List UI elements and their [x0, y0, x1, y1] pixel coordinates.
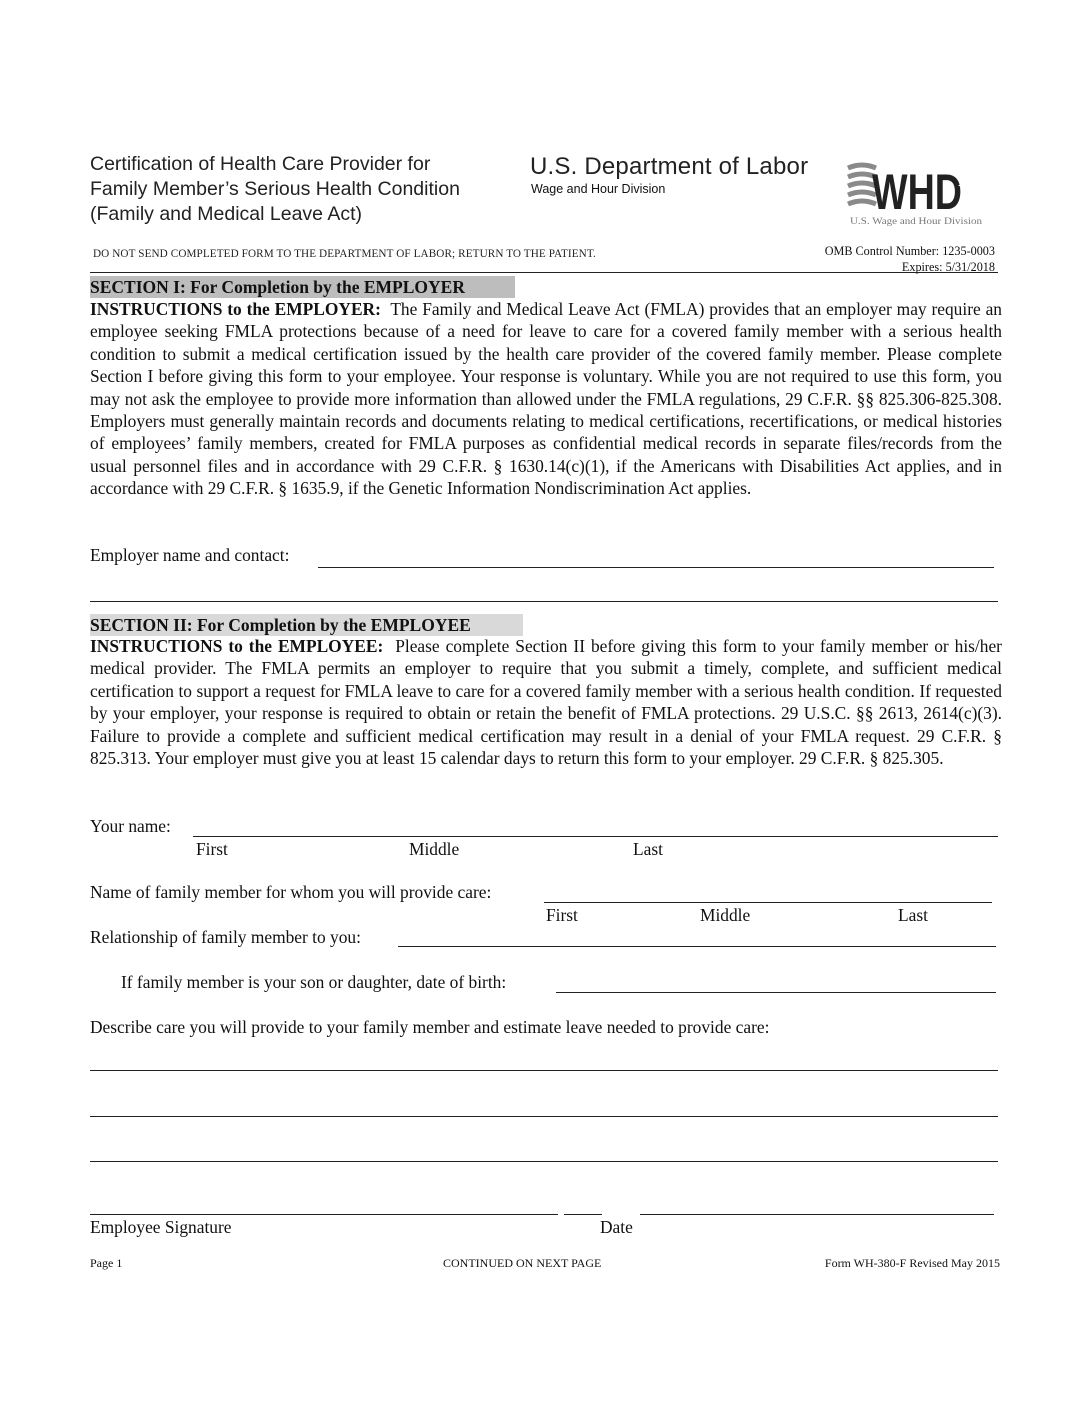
relationship-field[interactable] [398, 946, 996, 947]
signature-date-separator [564, 1214, 602, 1215]
omb-expiration: Expires: 5/31/2018 [901, 260, 995, 274]
employer-contact-field[interactable] [90, 601, 998, 602]
form-identifier: Form WH-380-F Revised May 2015 [824, 1256, 1000, 1270]
section-2-heading: SECTION II: For Completion by the EMPLOYEE [90, 614, 523, 636]
your-name-last-caption: Last [633, 839, 663, 859]
section-2-instructions-body: Please complete Section II before giving this form to your family member or his/her medical provider. The FMLA permits an employer to require that you submit a timely, complete, and sufficient medical certification to support a request for FMLA leave to care for a covered family member with a serious health condition. If requested by your employer, your response is required to obtain or retain the benefit of FMLA protections. 29 U.S.C. §§ 2613, 2614(c)(3). Failure to provide a complete and sufficient medical certification may result in a denial of your FMLA request. 29 C.F.R. § 825.313. Your employer must give you at least 15 calendar days to return this form to your employer. 29 C.F.R. § 825.305. [90, 636, 1002, 769]
page-number: Page 1 [90, 1256, 123, 1270]
form-title-line2: Family Member’s Serious Health Condition [90, 178, 460, 200]
your-name-field[interactable] [193, 836, 998, 837]
family-member-last-caption: Last [898, 905, 928, 925]
describe-care-line-2[interactable] [90, 1116, 998, 1117]
section-1-instructions-body: The Family and Medical Leave Act (FMLA) provides that an employer may require an employee seeking FMLA protections because of a need for leave to care for a covered family member with a serious health condition to submit a medical certification issued by the health care provider of the covered family member. Please complete Section I before giving this form to your employee. Your response is voluntary. While you are not required to use this form, you may not ask the employee to provide more information than allowed under the FMLA regulations, 29 C.F.R. §§ 825.306-825.308. Employers must generally maintain records and documents relating to medical certifications, recertifications, or medical histories of employees’ family members, created for FMLA purposes as confidential medical records in separate files/records from the usual personnel files and in accordance with 29 C.F.R. § 1630.14(c)(1), if the Americans with Disabilities Act applies, and in accordance with 29 C.F.R. § 1635.9, if the Genetic Information Nondiscrimination Act applies. [90, 299, 1002, 499]
whd-logo-graphic [846, 160, 986, 228]
signature-date-field[interactable] [640, 1214, 994, 1215]
family-member-name-field[interactable] [544, 902, 992, 903]
relationship-label: Relationship of family member to you: [90, 927, 361, 947]
describe-care-line-1[interactable] [90, 1070, 998, 1071]
describe-care-label: Describe care you will provide to your family member and estimate leave needed to provide care: [90, 1017, 770, 1037]
employee-signature-field[interactable] [90, 1214, 558, 1215]
omb-control-number: OMB Control Number: 1235-0003 [824, 244, 995, 258]
family-member-name-label: Name of family member for whom you will provide care: [90, 882, 492, 902]
your-name-label: Your name: [90, 816, 171, 836]
header-divider [90, 272, 998, 273]
form-title-line1: Certification of Health Care Provider for [90, 153, 431, 175]
section-2-instructions [90, 635, 1002, 769]
omb-info [825, 243, 995, 275]
your-name-middle-caption: Middle [409, 839, 460, 859]
form-title-line3: (Family and Medical Leave Act) [90, 203, 363, 225]
whd-logo [846, 160, 986, 228]
employee-signature-label: Employee Signature [90, 1217, 232, 1237]
date-of-birth-label: If family member is your son or daughter, date of birth: [121, 972, 507, 992]
department-name: U.S. Department of Labor [530, 153, 809, 180]
continued-notice: CONTINUED ON NEXT PAGE [443, 1256, 602, 1270]
section-1-heading: SECTION I: For Completion by the EMPLOYER [90, 276, 515, 298]
section-2-instructions-lead: INSTRUCTIONS to the EMPLOYEE: [90, 636, 384, 656]
logo-caption: U.S. Wage and Hour Division [850, 217, 983, 227]
describe-care-line-3[interactable] [90, 1161, 998, 1162]
family-member-middle-caption: Middle [700, 905, 751, 925]
family-member-first-caption: First [546, 905, 578, 925]
section-1-instructions-lead: INSTRUCTIONS to the EMPLOYER: [90, 299, 381, 319]
logo-letters: WHD [872, 164, 962, 220]
return-notice: DO NOT SEND COMPLETED FORM TO THE DEPARTMENT OF LABOR; RETURN TO THE PATIENT. [93, 248, 596, 260]
signature-date-label: Date [600, 1217, 633, 1237]
section-1-instructions [90, 298, 1002, 500]
form-title [90, 152, 460, 227]
division-name: Wage and Hour Division [531, 182, 666, 196]
date-of-birth-field[interactable] [556, 992, 996, 993]
your-name-first-caption: First [196, 839, 228, 859]
employer-name-label: Employer name and contact: [90, 545, 290, 565]
employer-name-field[interactable] [318, 567, 994, 568]
